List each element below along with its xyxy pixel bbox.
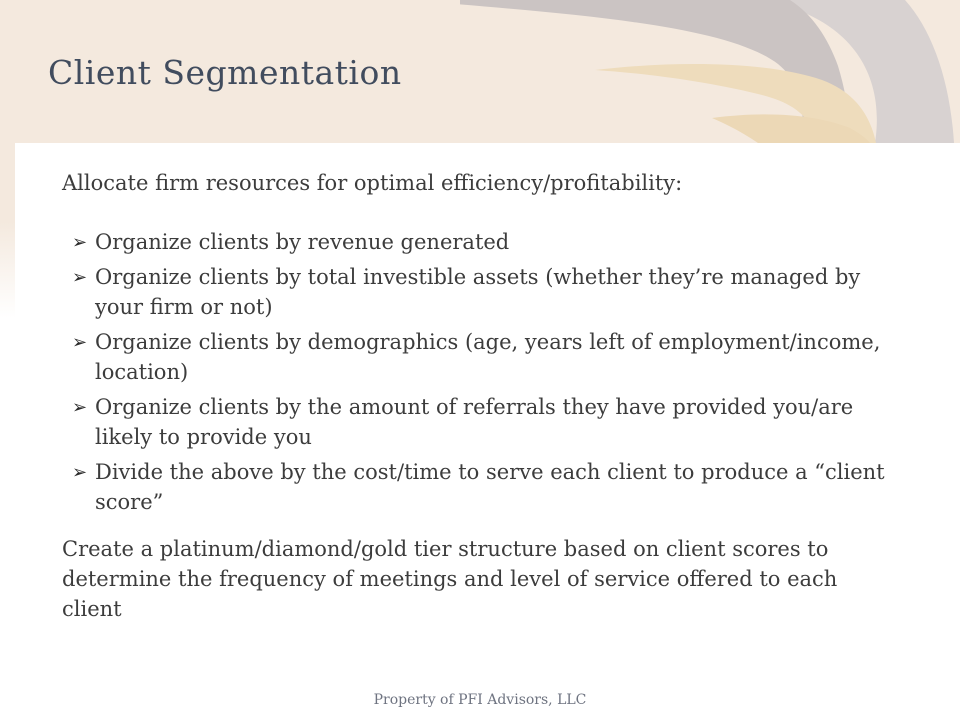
bullet-text: Organize clients by total investible assets (whether they’re managed by your firm or not)	[95, 265, 861, 319]
arrow-bullet-icon: ➢	[72, 397, 88, 418]
content-panel	[15, 143, 960, 720]
wing-decoration	[460, 0, 960, 143]
arrow-bullet-icon: ➢	[72, 232, 88, 253]
arrow-bullet-icon: ➢	[72, 267, 88, 288]
bullet-item	[62, 392, 900, 452]
bullet-text: Organize clients by demographics (age, years left of employment/income, location)	[95, 330, 881, 384]
bullet-item	[62, 262, 900, 322]
bullet-text: Organize clients by the amount of referrals they have provided you/are likely to provide you	[95, 395, 854, 449]
left-edge-strip	[0, 143, 15, 318]
bullet-text: Organize clients by revenue generated	[95, 230, 510, 254]
closing-text: Create a platinum/diamond/gold tier structure based on client scores to determine the frequency of meetings and level of service offered to each client	[62, 537, 838, 621]
lead-text: Allocate firm resources for optimal efficiency/profitability:	[62, 171, 683, 195]
footer-text: Property of PFI Advisors, LLC	[373, 692, 587, 708]
bullet-item	[62, 227, 900, 257]
bullet-text: Divide the above by the cost/time to serve each client to produce a “client score”	[95, 460, 885, 514]
bullet-item	[62, 457, 900, 517]
page-title: Client Segmentation	[48, 53, 402, 92]
bullet-item	[62, 327, 900, 387]
bullet-list	[62, 227, 900, 517]
arrow-bullet-icon: ➢	[72, 332, 88, 353]
arrow-bullet-icon: ➢	[72, 462, 88, 483]
